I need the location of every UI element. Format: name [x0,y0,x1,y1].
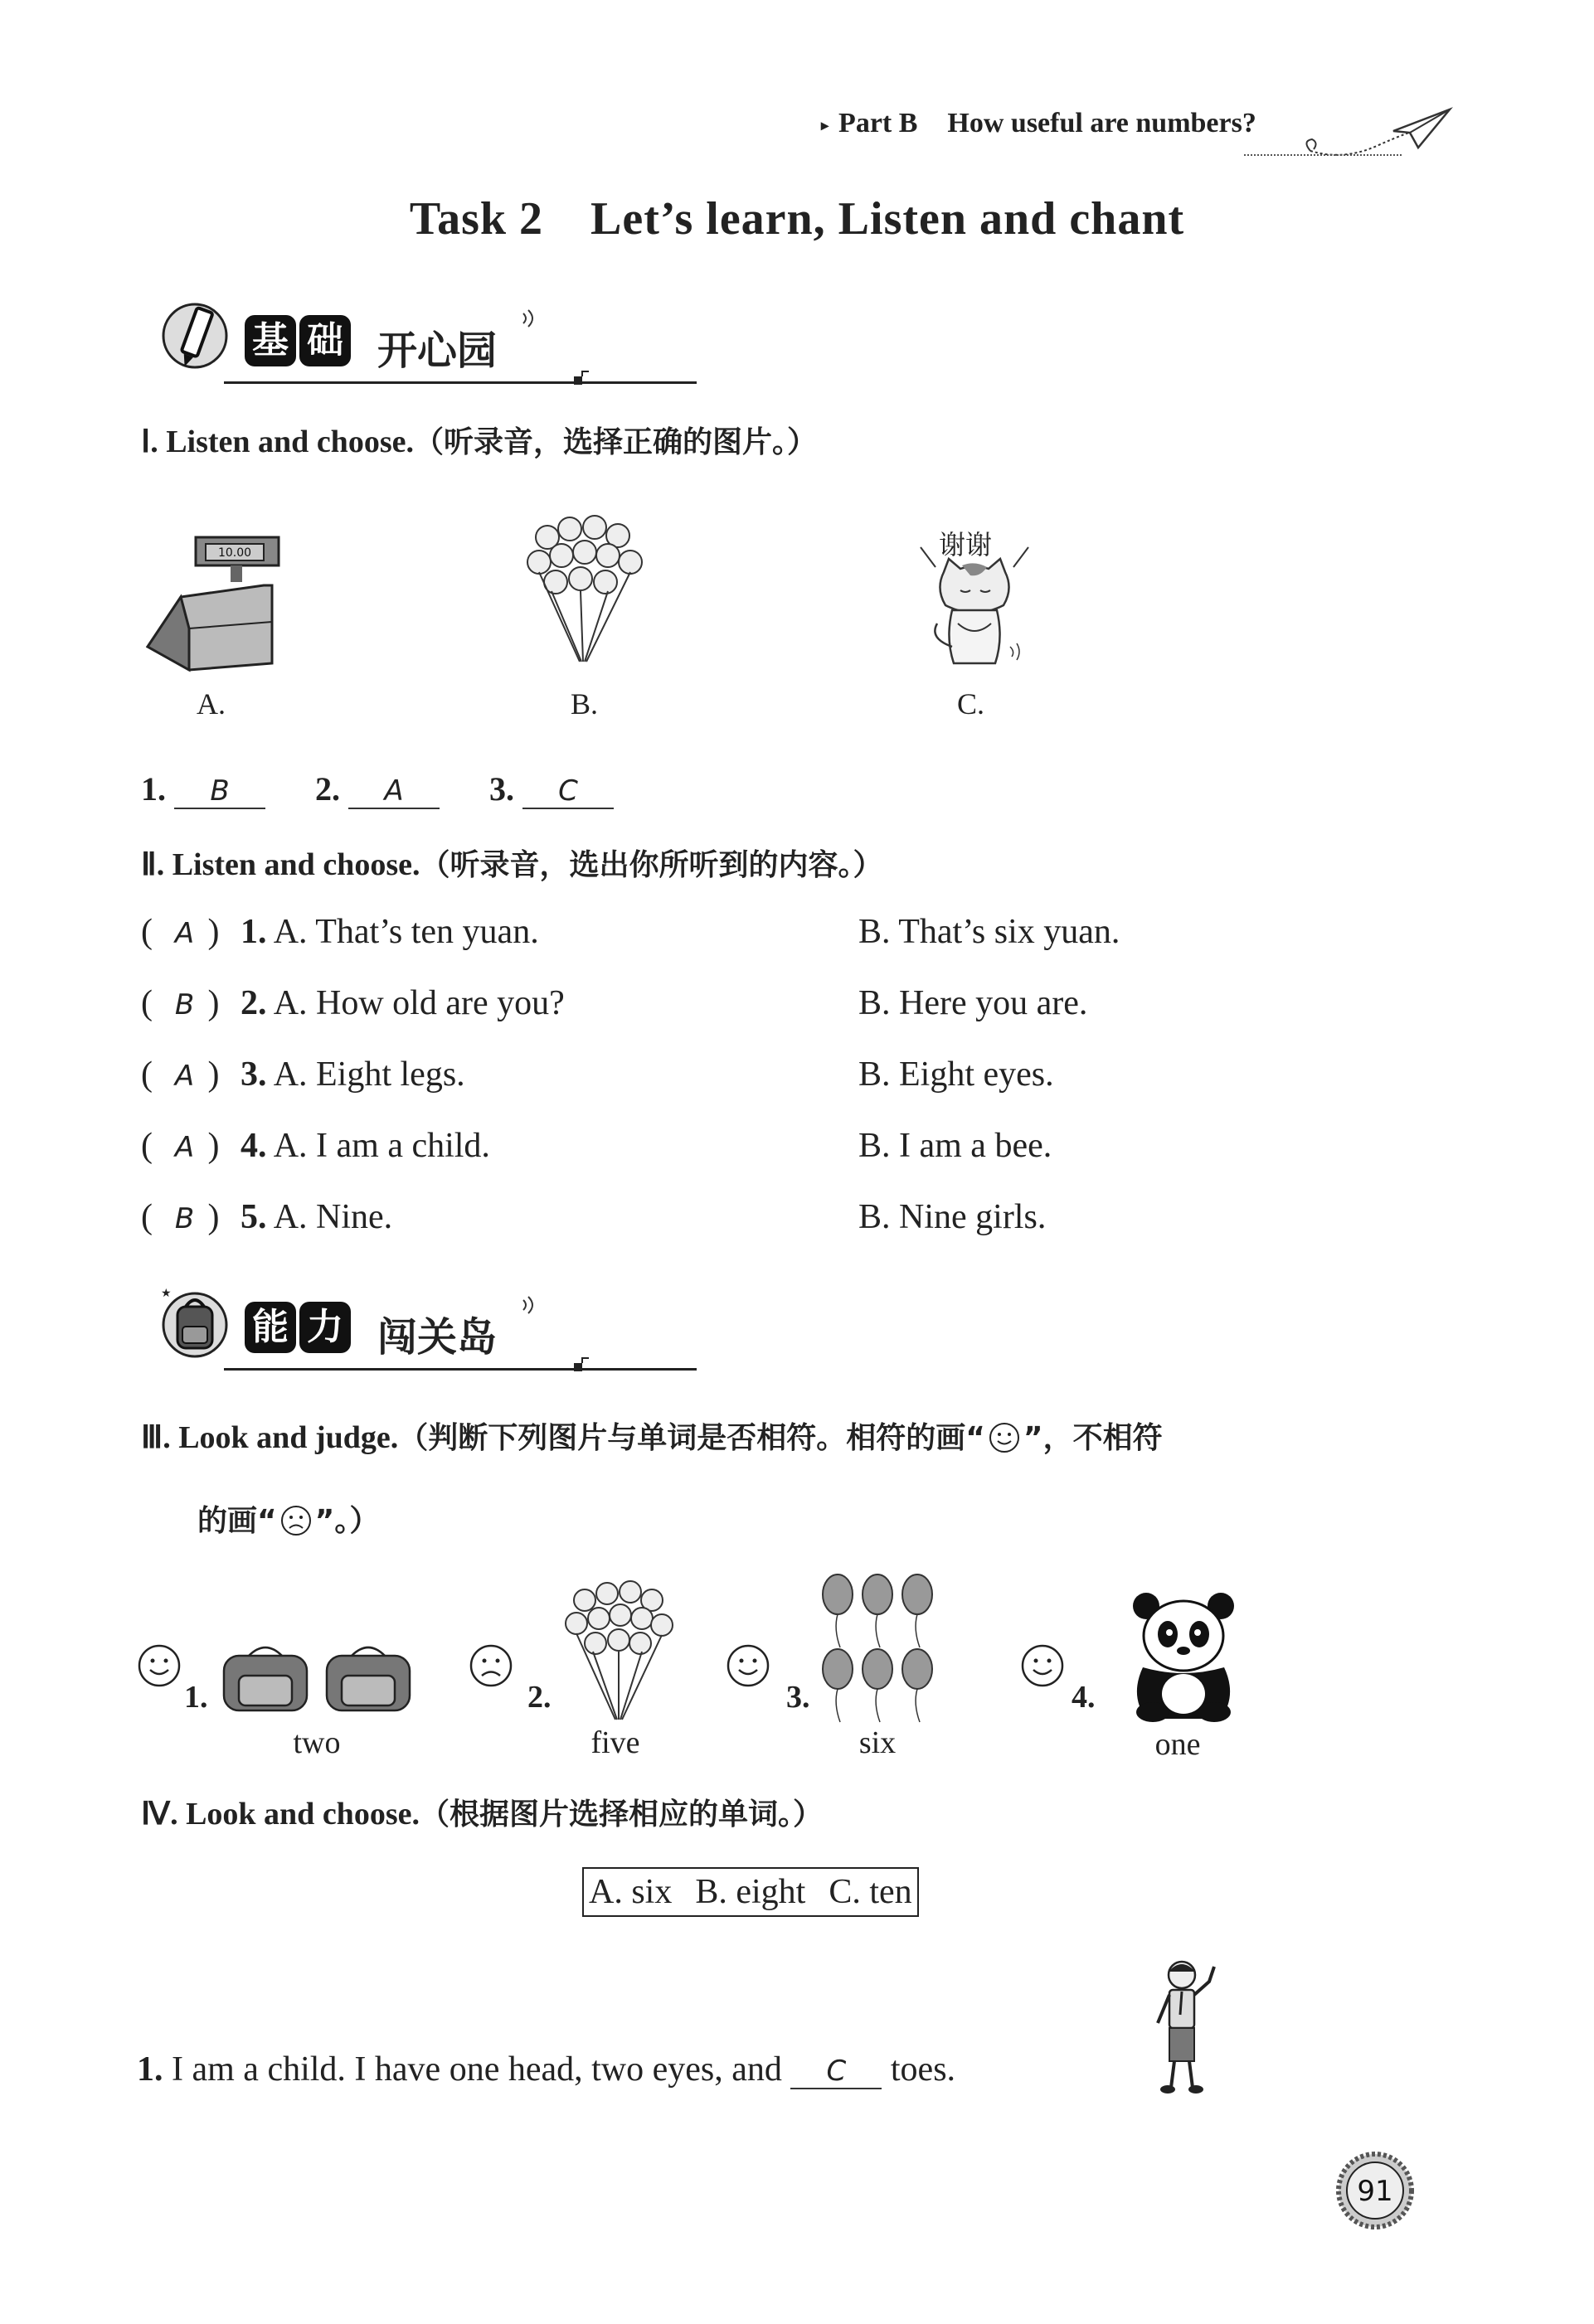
answer-blank[interactable]: C [522,774,614,809]
two-backpacks-icon [217,1637,416,1720]
section-title: 开心园 [377,327,498,374]
part2-heading: Ⅱ. Listen and choose.（听录音，选出你所听到的内容。） [141,847,883,882]
part4-question-1: 1. I am a child. I have one head, two eyes, and C toes. [137,2050,956,2089]
part4-heading: Ⅳ. Look and choose.（根据图片选择相应的单词。） [141,1797,823,1832]
boy-waving-icon [1144,1957,1227,2098]
answer-choice[interactable]: B [174,1202,195,1235]
answer-choice[interactable]: A [174,1131,195,1164]
pencil-emblem-icon [158,298,232,373]
answer-choice[interactable]: A [174,917,195,950]
option-b: B. That’s six yuan. [858,913,1120,951]
part1-heading: Ⅰ. Listen and choose.（听录音，选择正确的图片。） [141,425,817,459]
question-number: 4. [1072,1680,1096,1715]
list-item: ( B ) 2. A. How old are you? [141,984,565,1022]
cat-saying-thanks-icon [912,531,1037,680]
flower-bouquet-icon [518,512,651,670]
running-header [821,108,1256,139]
smile-face-icon[interactable] [1020,1643,1065,1688]
svg-text:91: 91 [1357,2175,1393,2208]
item-word: five [590,1725,640,1760]
corner-mark-icon [572,370,592,390]
item-word: two [293,1725,341,1760]
answer-blank[interactable]: C [790,2055,882,2089]
part1-answers: 1. B 2. A 3. C [141,769,614,809]
question-number: 2. [527,1680,552,1715]
option-b: B. Nine girls. [858,1198,1047,1236]
part3-heading: Ⅲ. Look and judge.（判断下列图片与单词是否相符。相符的画“ ”，不相符 [141,1420,1163,1455]
item-word: one [1154,1727,1201,1762]
section-banner-ability [141,1277,605,1376]
section-banner-basic [141,290,605,390]
answer-blank[interactable]: B [174,774,265,809]
triangle-bullet-icon: ▸ [821,116,829,133]
paper-plane-icon [1294,99,1460,166]
section-badge: 能 力 [245,1302,354,1353]
smile-face-icon [985,1421,1023,1454]
svg-text:★: ★ [161,1287,172,1300]
sound-waves-icon [518,1292,543,1317]
header-part: Part B [838,108,918,138]
answer-blank[interactable]: A [348,774,440,809]
picture-label-a: A. [197,687,226,720]
picture-label-c: C. [957,687,985,720]
page-number-badge [1334,2149,1417,2232]
item-word: six [858,1725,897,1760]
sound-waves-icon [518,305,543,330]
part3-heading-cont: 的画“ ”。） [197,1504,380,1538]
header-topic: How useful are numbers? [947,108,1256,138]
section-badge: 基 础 [245,315,354,366]
frown-face-icon [277,1504,315,1537]
cash-register-icon [139,531,289,680]
option-b: B. I am a bee. [858,1127,1052,1165]
answer-choice[interactable]: A [174,1060,195,1093]
list-item: ( A ) 3. A. Eight legs. [141,1055,465,1094]
list-item: ( A ) 1. A. That’s ten yuan. [141,913,539,951]
smile-face-icon[interactable] [137,1643,182,1688]
smile-face-icon[interactable] [726,1643,770,1688]
list-item: ( B ) 5. A. Nine. [141,1198,393,1236]
flower-bouquet-icon [556,1577,680,1726]
question-number: 3. [786,1680,810,1715]
corner-mark-icon [572,1356,592,1376]
page-title: Task 2 Let’s learn, Listen and chant [409,193,1185,245]
panda-icon [1121,1588,1246,1725]
section-title: 闯关岛 [377,1314,498,1361]
frown-face-icon[interactable] [469,1643,513,1688]
speech-text: 谢谢 [939,529,993,560]
question-number: 1. [184,1680,208,1715]
list-item: ( A ) 4. A. I am a child. [141,1127,490,1165]
answer-choice[interactable]: B [174,988,195,1021]
header-underline [1244,154,1402,156]
word-bank: A. six B. eight C. ten [582,1867,919,1917]
six-balloons-icon [817,1571,941,1725]
option-b: B. Here you are. [858,984,1088,1022]
backpack-emblem-icon [158,1285,232,1360]
option-b: B. Eight eyes. [858,1055,1054,1094]
svg-text:10.00: 10.00 [217,546,252,560]
picture-label-b: B. [571,687,599,720]
